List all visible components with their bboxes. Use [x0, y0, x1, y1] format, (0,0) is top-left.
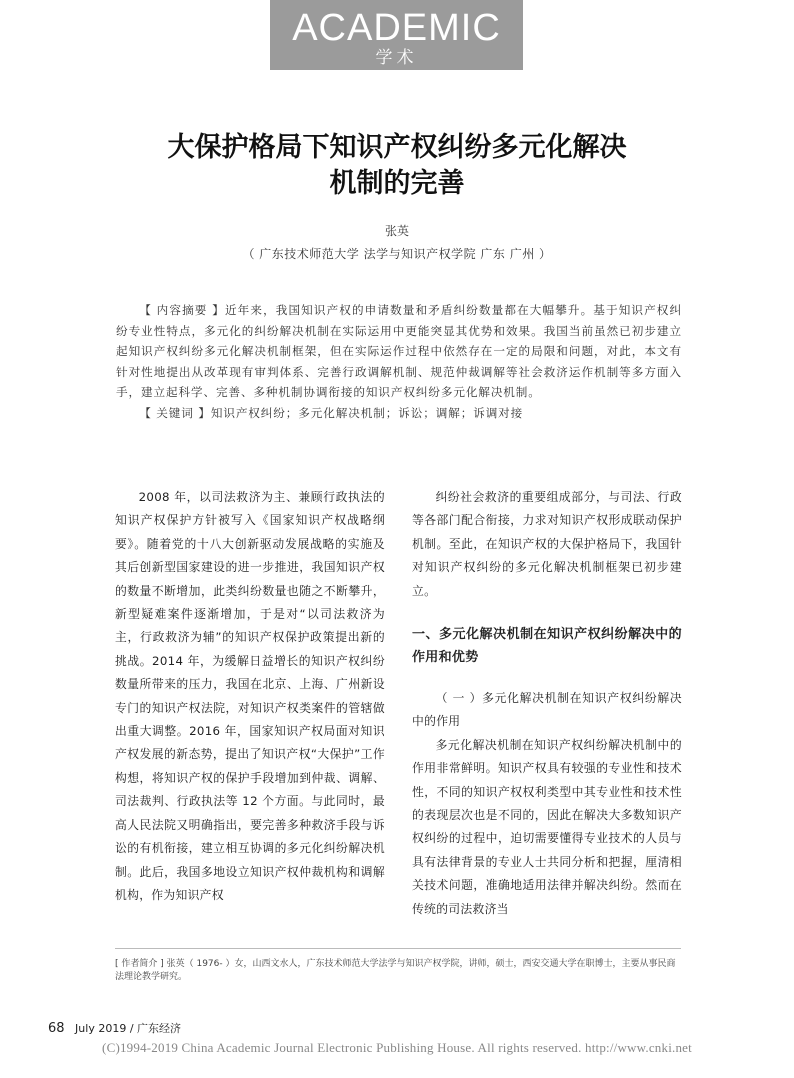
page-number: 68 [48, 1021, 65, 1036]
author-affiliation: （ 广东技术师范大学 法学与知识产权学院 广东 广州 ） [242, 247, 552, 261]
article-title-line2: 机制的完善 [329, 168, 465, 199]
keywords: 【 关键词 】知识产权纠纷；多元化解决机制；诉讼；调解；诉调对接 [139, 405, 524, 420]
subsection-heading: （ 一 ）多元化解决机制在知识产权纠纷解决中的作用 [412, 691, 682, 729]
body-column-left [115, 486, 385, 907]
copyright-notice: (C)1994-2019 China Academic Journal Electronic Publishing House. All rights reserved. http://www.cnki.net [102, 1040, 692, 1055]
page-footer [48, 1020, 181, 1036]
academic-banner [270, 0, 523, 70]
banner-english-text: ACADEMIC [292, 7, 501, 49]
section-heading: 一、多元化解决机制在知识产权纠纷解决中的作用和优势 [412, 627, 682, 666]
author-footnote: [ 作者简介 ] 张英（ 1976- ）女，山西文水人，广东技术师范大学法学与知识产权学院，讲师，硕士，西安交通大学在职博士，主要从事民商法理论教学研究。 [115, 959, 676, 982]
body-paragraph: 2008 年，以司法救济为主、兼顾行政执法的知识产权保护方针被写入《国家知识产权战略纲要》。随着党的十八大创新驱动发展战略的实施及其后创新型国家建设的进一步推进，我国知识产权的数量不断增加，此类纠纷数量也随之不断攀升，新型疑难案件逐渐增加，于是对“以司法救济为主，行政救济为辅”的知识产权保护政策提出新的挑战。2014 年，为缓解日益增长的知识产权纠纷数量所带来的压力，我国在北京、上海、广州新设专门的知识产权法院，对知识产权类案件的管辖做出重大调整。2016 年，国家知识产权局面对知识产权发展的新态势，提出了知识产权“大保护”工作构想，将知识产权的保护手段增加到仲裁、调解、司法裁判、行政执法等 12 个方面。与此同时，最高人民法院又明确指出，要完善多种救济手段与诉讼的有机衔接，建立相互协调的多元化纠纷解决机制。此后，我国多地设立知识产权仲裁机构和调解机构，作为知识产权 [115, 490, 385, 902]
abstract-text: 【 内容摘要 】近年来，我国知识产权的申请数量和矛盾纠纷数量都在大幅攀升。基于知识产权纠纷专业性特点，多元化的纠纷解决机制在实际运用中更能突显其优势和效果。我国当前虽然已初步建立起知识产权纠纷多元化解决机制框架，但在实际运作过程中依然存在一定的局限和问题，对此，本文有针对性地提出从改革现有审判体系、完善行政调解机制、规范仲裁调解等社会救济运作机制等多方面入手，建立起科学、完善、多种机制协调衔接的知识产权纠纷多元化解决机制。 [116, 303, 682, 399]
abstract-block [116, 300, 682, 423]
body-paragraph: 多元化解决机制在知识产权纠纷解决机制中的作用非常鲜明。知识产权具有较强的专业性和技术性，不同的知识产权权利类型中其专业性和技术性的表现层次也是不同的，因此在解决大多数知识产权纠纷的过程中，迫切需要懂得专业技术的人员与具有法律背景的专业人士共同分析和把握，厘清相关技术问题，准确地适用法律并解决纠纷。然而在传统的司法救济当 [412, 737, 682, 916]
body-paragraph: 纠纷社会救济的重要组成部分，与司法、行政等各部门配合衔接，力求对知识产权形成联动保护机制。至此，在知识产权的大保护格局下，我国针对知识产权纠纷的多元化解决机制框架已初步建立。 [412, 490, 682, 598]
footnote-divider [115, 948, 681, 949]
article-title-line1: 大保护格局下知识产权纠纷多元化解决 [167, 132, 627, 163]
body-column-right [412, 486, 682, 921]
journal-issue: July 2019 / 广东经济 [75, 1022, 182, 1035]
author-name: 张英 [384, 224, 409, 238]
banner-chinese-text: 学术 [375, 48, 418, 68]
